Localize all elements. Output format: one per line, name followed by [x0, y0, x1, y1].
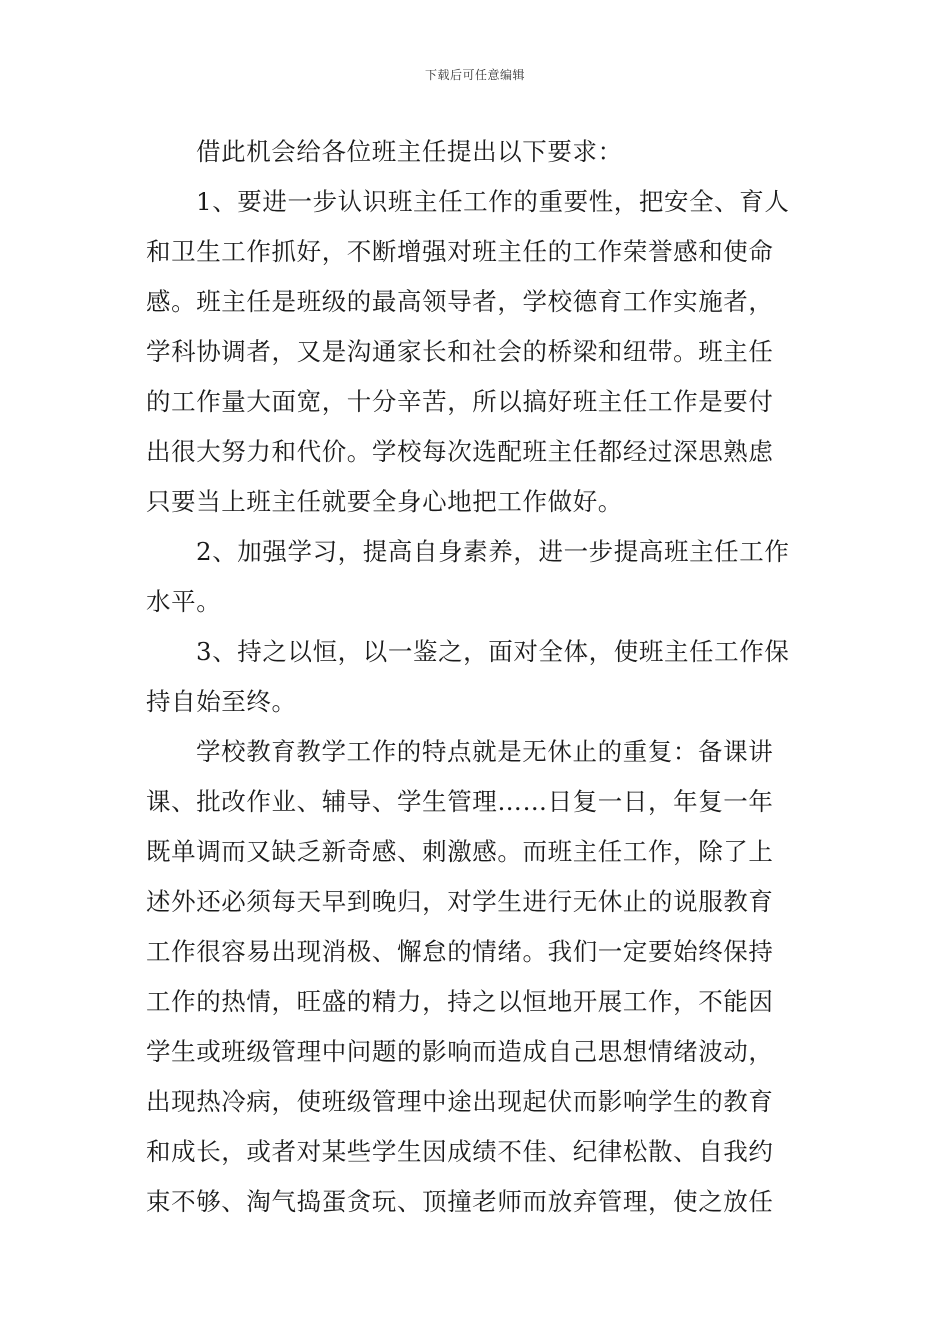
text-line: 和成长，或者对某些学生因成绩不佳、纪律松散、自我约	[146, 1137, 774, 1166]
text-line: 学生或班级管理中问题的影响而造成自己思想情绪波动，	[146, 1037, 774, 1066]
text-line: 2、加强学习，提高自身素养，进一步提高班主任工作	[196, 537, 790, 566]
text-line: 借此机会给各位班主任提出以下要求：	[196, 137, 623, 166]
text-line: 3、持之以恒，以一鉴之，面对全体，使班主任工作保	[196, 637, 790, 666]
text-line: 只要当上班主任就要全身心地把工作做好。	[146, 487, 623, 516]
text-line: 出很大努力和代价。学校每次选配班主任都经过深思熟虑	[146, 437, 774, 466]
header-note: 下载后可任意编辑	[424, 68, 525, 82]
text-line: 的工作量大面宽，十分辛苦，所以搞好班主任工作是要付	[146, 387, 774, 416]
text-line: 感。班主任是班级的最高领导者，学校德育工作实施者，	[146, 287, 774, 316]
text-line: 学校教育教学工作的特点就是无休止的重复：备课讲	[196, 737, 774, 766]
text-line: 1、要进一步认识班主任工作的重要性，把安全、育人	[196, 187, 790, 216]
text-line: 课、批改作业、辅导、学生管理……日复一日，年复一年	[146, 787, 774, 816]
text-line: 水平。	[146, 587, 222, 616]
text-line: 学科协调者，又是沟通家长和社会的桥梁和纽带。班主任	[146, 337, 774, 366]
text-line: 工作很容易出现消极、懈怠的情绪。我们一定要始终保持	[146, 937, 774, 966]
body-text	[146, 127, 806, 1227]
text-line: 工作的热情，旺盛的精力，持之以恒地开展工作，不能因	[146, 987, 774, 1016]
text-line: 束不够、淘气捣蛋贪玩、顶撞老师而放弃管理，使之放任	[146, 1187, 774, 1216]
text-line: 持自始至终。	[146, 687, 297, 716]
text-line: 述外还必须每天早到晚归，对学生进行无休止的说服教育	[146, 887, 774, 916]
text-line: 既单调而又缺乏新奇感、刺激感。而班主任工作，除了上	[146, 837, 774, 866]
text-line: 出现热冷病，使班级管理中途出现起伏而影响学生的教育	[146, 1087, 774, 1116]
text-line: 和卫生工作抓好，不断增强对班主任的工作荣誉感和使命	[146, 237, 774, 266]
